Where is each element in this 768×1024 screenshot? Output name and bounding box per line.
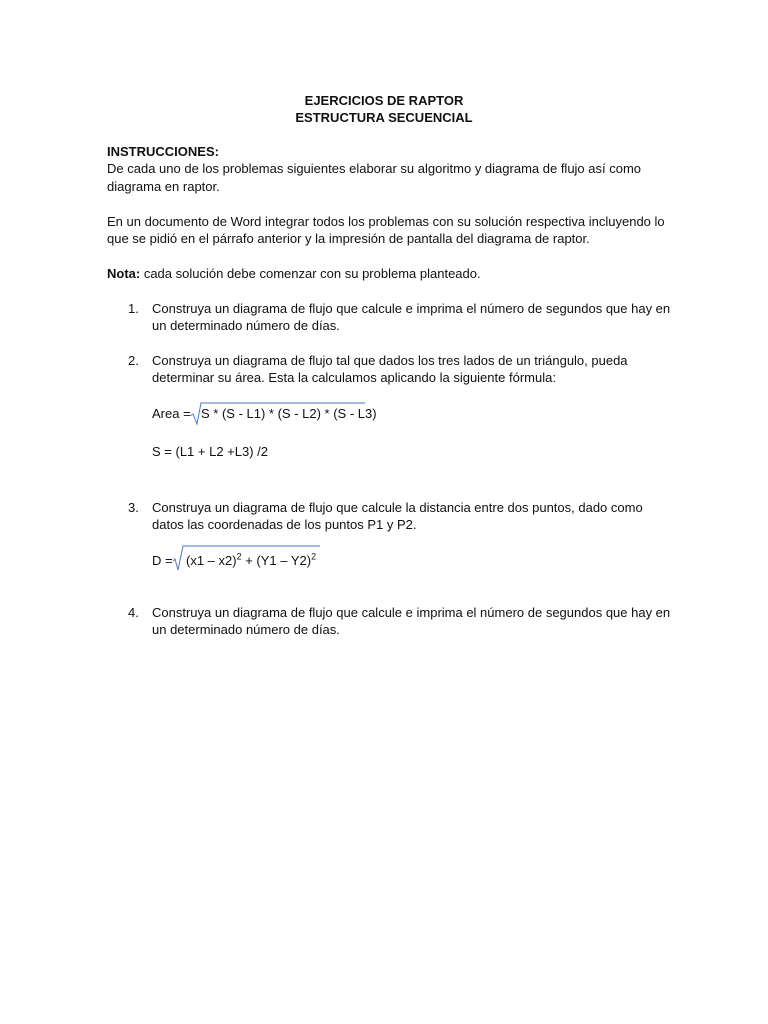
problem-1-number: 1. [128, 301, 139, 316]
problem-4-number: 4. [128, 605, 139, 620]
distance-term-2: + (Y1 – Y2) [241, 553, 312, 568]
problem-2-line-1: Construya un diagrama de flujo tal que dados los tres lados de un triángulo, pueda [152, 353, 628, 368]
word-paragraph-line-1: En un documento de Word integrar todos los problemas con su solución respectiva incluyendo lo [107, 214, 665, 229]
area-formula-label: Area = [152, 406, 191, 421]
word-paragraph-line-2: que se pidió en el párrafo anterior y la impresión de pantalla del diagrama de raptor. [107, 231, 590, 246]
distance-term-1: (x1 – x2) [186, 553, 237, 568]
problem-1-line-1: Construya un diagrama de flujo que calcule e imprima el número de segundos que hay en [152, 301, 671, 316]
note-label: Nota: [107, 266, 141, 281]
instructions-line-1: De cada uno de los problemas siguientes elaborar su algoritmo y diagrama de flujo así como [107, 161, 642, 176]
problem-2-line-2: determinar su área. Esta la calculamos aplicando la siguiente fórmula: [152, 370, 556, 385]
problem-3-line-1: Construya un diagrama de flujo que calcule la distancia entre dos puntos, dado como [152, 500, 643, 515]
distance-exponent-1: 2 [236, 551, 242, 562]
distance-exponent-2: 2 [311, 551, 317, 562]
note-paragraph [107, 265, 481, 283]
distance-formula-label: D = [152, 553, 173, 568]
title-line-1: EJERCICIOS DE RAPTOR [304, 93, 464, 108]
note-text: cada solución debe comenzar con su problema planteado. [140, 266, 481, 281]
problem-4-line-2: un determinado número de días. [152, 622, 340, 637]
problem-3-line-2: datos las coordenadas de los puntos P1 y P2. [152, 517, 417, 532]
distance-formula-radicand [186, 552, 316, 570]
s-formula: S = (L1 + L2 +L3) /2 [152, 444, 268, 459]
problem-4-line-1: Construya un diagrama de flujo que calcule e imprima el número de segundos que hay en [152, 605, 671, 620]
instructions-line-2: diagrama en raptor. [107, 179, 220, 194]
instructions-heading: INSTRUCCIONES: [107, 144, 219, 159]
area-formula-radicand: S * (S - L1) * (S - L2) * (S - L3) [201, 406, 377, 421]
problem-1-line-2: un determinado número de días. [152, 318, 340, 333]
problem-3-number: 3. [128, 500, 139, 515]
title-line-2: ESTRUCTURA SECUENCIAL [295, 110, 473, 125]
problem-2-number: 2. [128, 353, 139, 368]
